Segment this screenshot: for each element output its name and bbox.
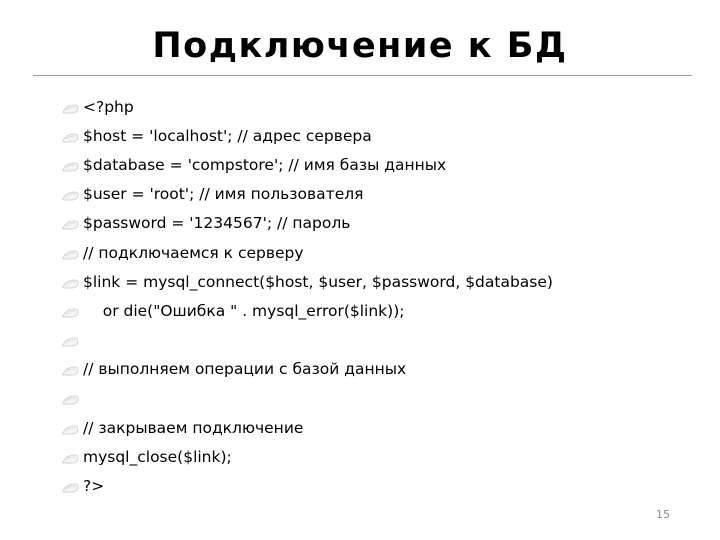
paper-scroll-icon xyxy=(60,334,80,346)
code-line-text: <?php xyxy=(83,97,134,116)
code-line xyxy=(60,384,553,413)
code-line-text: ?> xyxy=(83,477,105,496)
paper-scroll-icon xyxy=(60,422,80,434)
paper-scroll-icon xyxy=(60,101,80,113)
code-line xyxy=(60,150,553,179)
code-line xyxy=(60,355,553,384)
paper-scroll-icon xyxy=(60,188,80,200)
code-line xyxy=(60,121,553,150)
code-line xyxy=(60,180,553,209)
code-line-text: // закрываем подключение xyxy=(83,418,304,437)
paper-scroll-icon xyxy=(60,392,80,404)
paper-scroll-icon xyxy=(60,130,80,142)
code-line xyxy=(60,326,553,355)
code-line-text: $host = 'localhost'; // адрес сервера xyxy=(83,126,372,145)
paper-scroll-icon xyxy=(60,247,80,259)
paper-scroll-icon xyxy=(60,363,80,375)
code-line xyxy=(60,442,553,471)
paper-scroll-icon xyxy=(60,451,80,463)
code-list xyxy=(60,92,553,501)
page-number: 15 xyxy=(656,508,670,521)
code-line-text: $user = 'root'; // имя пользователя xyxy=(83,185,364,204)
code-line xyxy=(60,238,553,267)
paper-scroll-icon xyxy=(60,305,80,317)
slide-title: Подключение к БД xyxy=(152,26,568,66)
code-line-text: or die("Ошибка " . mysql_error($link)); xyxy=(83,301,405,320)
code-line-text: $link = mysql_connect($host, $user, $password, $database) xyxy=(83,272,553,291)
code-line xyxy=(60,92,553,121)
paper-scroll-icon xyxy=(60,480,80,492)
code-line xyxy=(60,209,553,238)
code-line-text: // подключаемся к серверу xyxy=(83,243,304,262)
paper-scroll-icon xyxy=(60,276,80,288)
code-line xyxy=(60,267,553,296)
title-divider xyxy=(33,75,692,76)
code-line-text: $database = 'compstore'; // имя базы данных xyxy=(83,155,447,174)
code-line xyxy=(60,471,553,500)
code-line-text: // выполняем операции с базой данных xyxy=(83,360,407,379)
code-line-text: $password = '1234567'; // пароль xyxy=(83,214,351,233)
paper-scroll-icon xyxy=(60,159,80,171)
paper-scroll-icon xyxy=(60,217,80,229)
code-line xyxy=(60,413,553,442)
code-line-text: mysql_close($link); xyxy=(83,447,232,466)
code-line xyxy=(60,296,553,325)
